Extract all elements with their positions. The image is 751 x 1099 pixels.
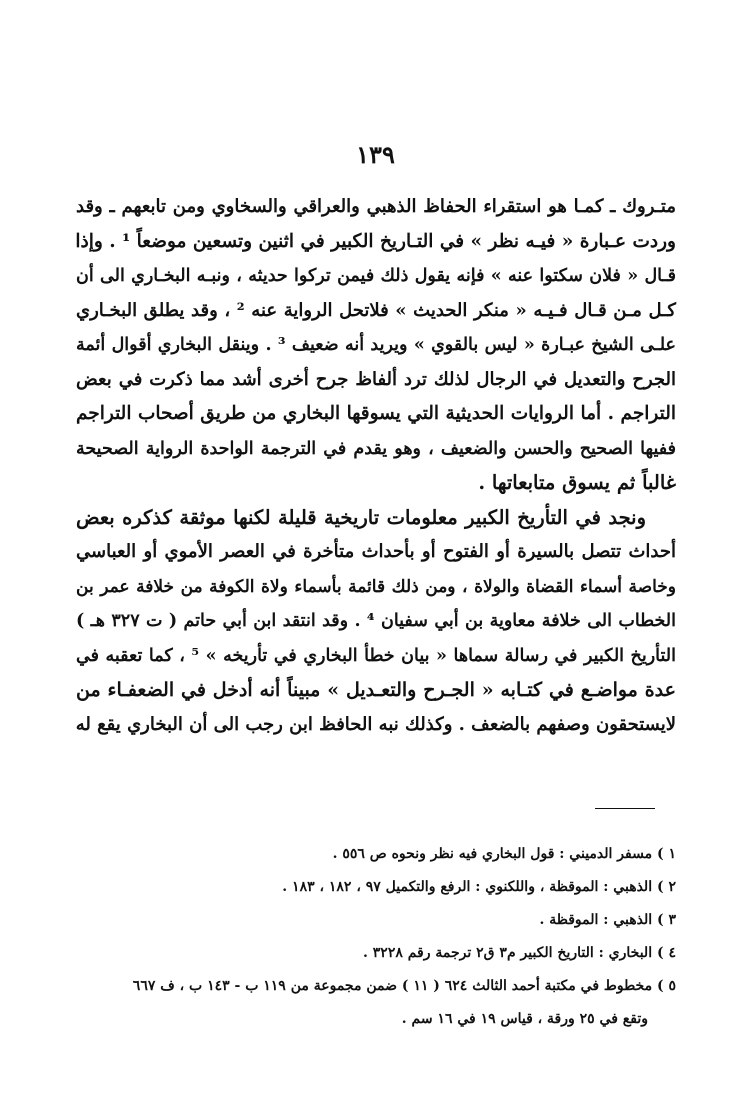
body-line: الخطاب الى خلافة معاوية بن أبي سفيان ⁴ . وقد انتقد ابن أبي حاتم ( ت ٣٢٧ هـ ) — [76, 611, 676, 631]
body-line: وخاصة أسماء القضاة والولاة ، ومن ذلك قائمة بأسماء ولاة الكوفة من خلافة عمر بن — [76, 576, 676, 597]
footnote-3: ٣ ) الذهبي : الموقظة . — [539, 912, 676, 928]
body-line: علـى الشيخ عبـارة « ليس بالقوي » ويريد أنه ضعيف ³ . وينقل البخاري أقوال أئمة — [76, 335, 676, 355]
body-line: قـال « فلان سكتوا عنه » فإنه يقول ذلك فيمن تركوا حديثه ، ونبـه البخـاري الى أن — [76, 266, 676, 286]
body-line: عدة مواضـع في كتـابه « الجـرح والتعـديل » مبيناً أنه أدخل في الضعفـاء من — [76, 679, 676, 701]
body-line: أحداث تتصل بالسيرة أو الفتوح أو بأحداث متأخرة في العصر الأموي أو العباسي — [76, 541, 676, 562]
body-line: لايستحقون وصفهم بالضعف . وكذلك نبه الحافظ ابن رجب الى أن البخاري يقع له — [75, 713, 676, 735]
body-line: كـل مـن قـال فـيـه « منكر الحديث » فلاتحل الرواية عنه ² ، وقد يطلق البخـاري — [76, 299, 676, 321]
footnotes — [76, 838, 676, 1036]
body-line-paragraph-end: غالباً ثم يسوق متابعاتها . — [478, 471, 676, 494]
footnote-2: ٢ ) الذهبي : الموقظة ، واللكنوي : الرفع والتكميل ٩٧ ، ١٨٢ ، ١٨٣ . — [282, 879, 676, 895]
footnote-4: ٤ ) البخاري : التاريخ الكبير م٣ ق٢ ترجمة رقم ٣٢٢٨ . — [363, 945, 676, 961]
body-line: الجرح والتعديل في الرجال لذلك ترد ألفاظ جرح أخرى أشد مما ذكرت في بعض — [76, 368, 676, 390]
body-line: التأريخ الكبير في رسالة سماها « بيان خطأ البخاري في تأريخه » ⁵ ، كما تعقبه في — [76, 645, 676, 666]
body-text — [76, 190, 676, 742]
body-line: وردت عـبارة « فيـه نظر » في التـاريخ الكبير في اثنين وتسعين موضعاً ¹ . وإذا — [75, 230, 676, 252]
page-number: ١٣٩ — [356, 140, 395, 169]
footnote-5-continuation: وتقع في ٢٥ ورقة ، قياس ١٩ في ١٦ سم . — [401, 1011, 648, 1027]
body-line-paragraph-start: ونجد في التأريخ الكبير معلومات تاريخية قليلة لكنها موثقة كذكره بعض — [76, 505, 646, 529]
body-line: ففيها الصحيح والحسن والضعيف ، وهو يقدم في الترجمة الواحدة الرواية الصحيحة — [76, 438, 676, 459]
body-line: التراجم . أما الروايات الحديثية التي يسوقها البخاري من طريق أصحاب التراجم — [76, 403, 676, 424]
footnote-divider — [595, 808, 655, 809]
footnote-1: ١ ) مسفر الدميني : قول البخاري فيه نظر ونحوه ص ٥٥٦ . — [332, 846, 676, 862]
footnote-5: ٥ ) مخطوط في مكتبة أحمد الثالث ٦٢٤ ( ١١ ) ضمن مجموعة من ١١٩ ب - ١٤٣ ب ، ف ٦٦٧ — [132, 978, 676, 994]
body-line: متـروك ـ كمـا هو استقراء الحفاظ الذهبي والعراقي والسخاوي ومن تابعهم ـ وقد — [76, 196, 676, 217]
